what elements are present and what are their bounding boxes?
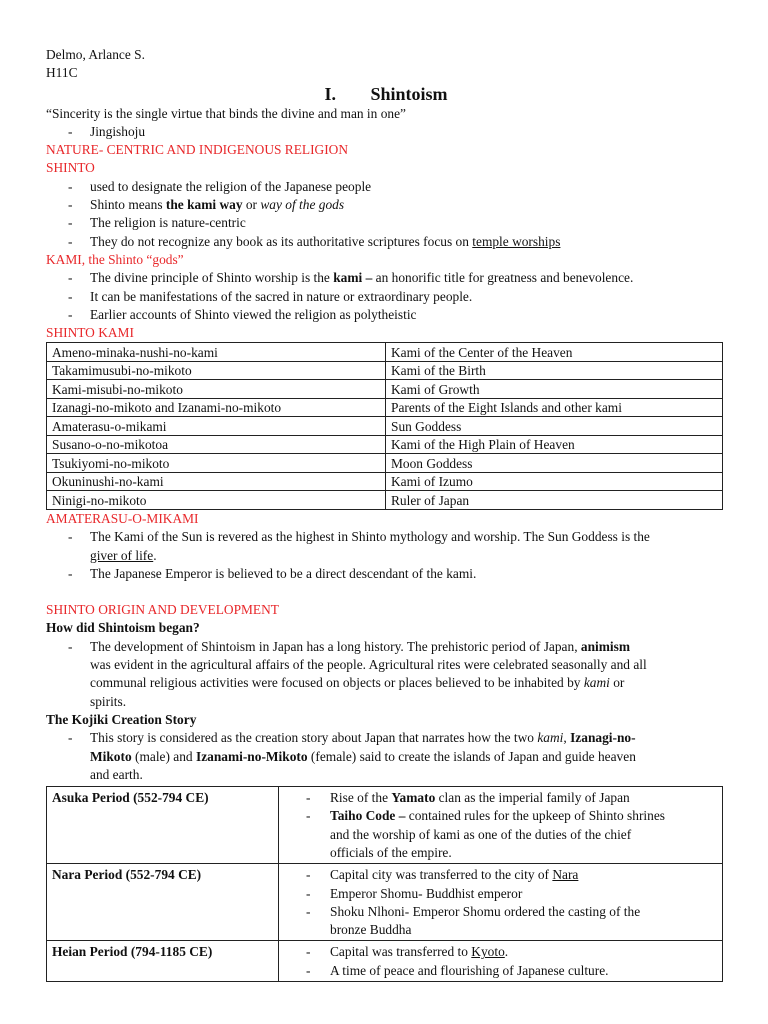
period-details	[279, 787, 723, 864]
bold-text: animism	[580, 638, 630, 654]
shinto-kami-table	[46, 342, 723, 510]
shinto-heading: SHINTO	[46, 160, 95, 176]
text-run: spirits.	[90, 693, 127, 709]
title-number: I.	[324, 83, 336, 104]
text-run: an honorific title for greatness and benevolence.	[372, 270, 634, 286]
text-run: The Kami of the Sun is revered as the highest in Shinto mythology and worship. The Sun Goddess is the	[90, 529, 650, 545]
list-item: - Earlier accounts of Shinto viewed the religion as polytheistic	[46, 306, 726, 324]
list-item	[284, 943, 717, 961]
list-item: - Emperor Shomu- Buddhist emperor	[284, 885, 717, 903]
bold-text: Mikoto	[90, 748, 132, 764]
italic-text: kami	[583, 675, 610, 691]
table-row	[47, 864, 723, 941]
period-name: Nara Period (552-794 CE)	[47, 864, 279, 941]
list-item	[46, 196, 726, 214]
kami-description: Ruler of Japan	[386, 491, 723, 510]
quote-source: - Jingishoju	[46, 123, 726, 141]
nature-heading: NATURE- CENTRIC AND INDIGENOUS RELIGION	[46, 142, 349, 158]
spacer	[46, 583, 726, 601]
text-run: Rise of the	[330, 790, 392, 806]
bold-text: Taiho Code –	[330, 808, 406, 824]
italic-text: kami	[537, 730, 564, 746]
list-item	[284, 866, 717, 884]
list-item	[46, 638, 726, 711]
table-row	[47, 435, 723, 454]
text-run: or	[242, 197, 261, 213]
list-item	[46, 528, 726, 565]
underlined-text: Kyoto	[471, 944, 505, 960]
list-item: - The Japanese Emperor is believed to be a direct descendant of the kami.	[46, 565, 726, 583]
list-item	[284, 807, 717, 862]
table-row	[47, 472, 723, 491]
period-list	[284, 866, 717, 939]
quote-source-list	[46, 123, 726, 141]
table-row	[47, 343, 723, 362]
italic-text: way of the gods	[260, 197, 345, 213]
text-run: contained rules for the upkeep of Shinto shrines	[405, 808, 665, 824]
text-run: .	[504, 944, 509, 960]
kojiki-list	[46, 729, 726, 784]
text-run: (male) and	[131, 748, 196, 764]
table-row	[47, 417, 723, 436]
origin-list	[46, 638, 726, 711]
table-row	[47, 941, 723, 982]
opening-quote: “Sincerity is the single virtue that binds the divine and man in one”	[46, 105, 406, 121]
kami-description: Kami of the High Plain of Heaven	[386, 435, 723, 454]
text-run: Shinto means	[90, 197, 166, 213]
list-item: - The religion is nature-centric	[46, 214, 726, 232]
table-row	[47, 361, 723, 380]
kami-description: Sun Goddess	[386, 417, 723, 436]
bold-text: kami –	[333, 270, 373, 286]
text-run: officials of the empire.	[330, 845, 452, 860]
list-item: - It can be manifestations of the sacred in nature or extraordinary people.	[46, 288, 726, 306]
kami-description: Kami of the Center of the Heaven	[386, 343, 723, 362]
kami-list	[46, 269, 726, 324]
list-item	[46, 269, 726, 287]
origin-heading: SHINTO ORIGIN AND DEVELOPMENT	[46, 602, 279, 618]
origin-subheading: How did Shintoism began?	[46, 620, 200, 636]
kami-name: Okuninushi-no-kami	[47, 472, 386, 491]
underlined-text: Nara	[552, 867, 579, 883]
kami-description: Kami of the Birth	[386, 361, 723, 380]
document-page	[46, 46, 726, 982]
text-run: .	[153, 547, 157, 563]
kami-description: Kami of Growth	[386, 380, 723, 399]
underlined-text: temple worships	[472, 233, 561, 249]
list-item: - used to designate the religion of the Japanese people	[46, 178, 726, 196]
shinto-list	[46, 178, 726, 251]
table-row	[47, 787, 723, 864]
kami-name: Ninigi-no-mikoto	[47, 491, 386, 510]
list-item	[284, 789, 717, 807]
text-run: Capital was transferred to	[330, 944, 472, 960]
title-text: Shintoism	[370, 83, 448, 104]
shinto-kami-heading: SHINTO KAMI	[46, 325, 134, 341]
list-item	[284, 903, 717, 940]
text-run: This story is considered as the creation story about Japan that narrates how the two	[90, 730, 538, 746]
list-item	[46, 729, 726, 784]
period-name: Asuka Period (552-794 CE)	[47, 787, 279, 864]
text-run: was evident in the agricultural affairs of the people. Agricultural rites were celebrated seasonally and all	[90, 657, 647, 673]
kami-description: Moon Goddess	[386, 454, 723, 473]
table-row	[47, 491, 723, 510]
author-name: Delmo, Arlance S.	[46, 47, 145, 62]
period-details	[279, 941, 723, 982]
text-run: and the worship of kami as one of the duties of the chief	[330, 826, 632, 842]
kami-description: Kami of Izumo	[386, 472, 723, 491]
kojiki-heading: The Kojiki Creation Story	[46, 711, 197, 727]
kami-heading: KAMI, the Shinto “gods”	[46, 251, 184, 267]
table-row	[47, 380, 723, 399]
bold-text: the kami way	[165, 197, 243, 213]
text-run: and earth.	[90, 766, 143, 782]
kami-name: Kami-misubi-no-mikoto	[47, 380, 386, 399]
list-item	[46, 233, 726, 251]
text-run: clan as the imperial family of Japan	[435, 790, 630, 806]
list-item: - A time of peace and flourishing of Japanese culture.	[284, 962, 717, 980]
kami-name: Ameno-minaka-nushi-no-kami	[47, 343, 386, 362]
bold-text: Izanami-no-Mikoto	[195, 748, 308, 764]
period-name: Heian Period (794-1185 CE)	[47, 941, 279, 982]
text-run: (female) said to create the islands of Japan and guide heaven	[307, 748, 636, 764]
kami-description: Parents of the Eight Islands and other kami	[386, 398, 723, 417]
kami-name: Susano-o-no-mikotoa	[47, 435, 386, 454]
table-row	[47, 454, 723, 473]
bold-text: Izanagi-no-	[570, 730, 636, 746]
kami-name: Tsukiyomi-no-mikoto	[47, 454, 386, 473]
kami-name: Takamimusubi-no-mikoto	[47, 361, 386, 380]
periods-table	[46, 786, 723, 982]
amaterasu-heading: AMATERASU-O-MIKAMI	[46, 510, 199, 526]
page-title	[46, 83, 726, 105]
period-list	[284, 943, 717, 980]
text-run: Shoku Nlhoni- Emperor Shomu ordered the casting of the	[330, 903, 641, 919]
period-details	[279, 864, 723, 941]
kami-name: Amaterasu-o-mikami	[47, 417, 386, 436]
table-row	[47, 398, 723, 417]
section-code: H11C	[46, 65, 78, 81]
text-run: The divine principle of Shinto worship is the	[90, 270, 334, 286]
period-list	[284, 789, 717, 862]
text-run: communal religious activities were focused on objects or places believed to be inhabited by	[90, 675, 584, 691]
kami-name: Izanagi-no-mikoto and Izanami-no-mikoto	[47, 398, 386, 417]
underlined-text: giver of life	[90, 547, 154, 563]
bold-text: Yamato	[391, 790, 436, 806]
text-run: The development of Shintoism in Japan has a long history. The prehistoric period of Japan,	[90, 638, 581, 654]
text-run: They do not recognize any book as its authoritative scriptures focus on	[90, 233, 473, 249]
text-run: bronze Buddha	[330, 922, 412, 938]
text-run: ,	[563, 730, 571, 746]
amaterasu-list	[46, 528, 726, 583]
text-run: Capital city was transferred to the city of	[330, 867, 553, 883]
text-run: or	[609, 675, 625, 691]
